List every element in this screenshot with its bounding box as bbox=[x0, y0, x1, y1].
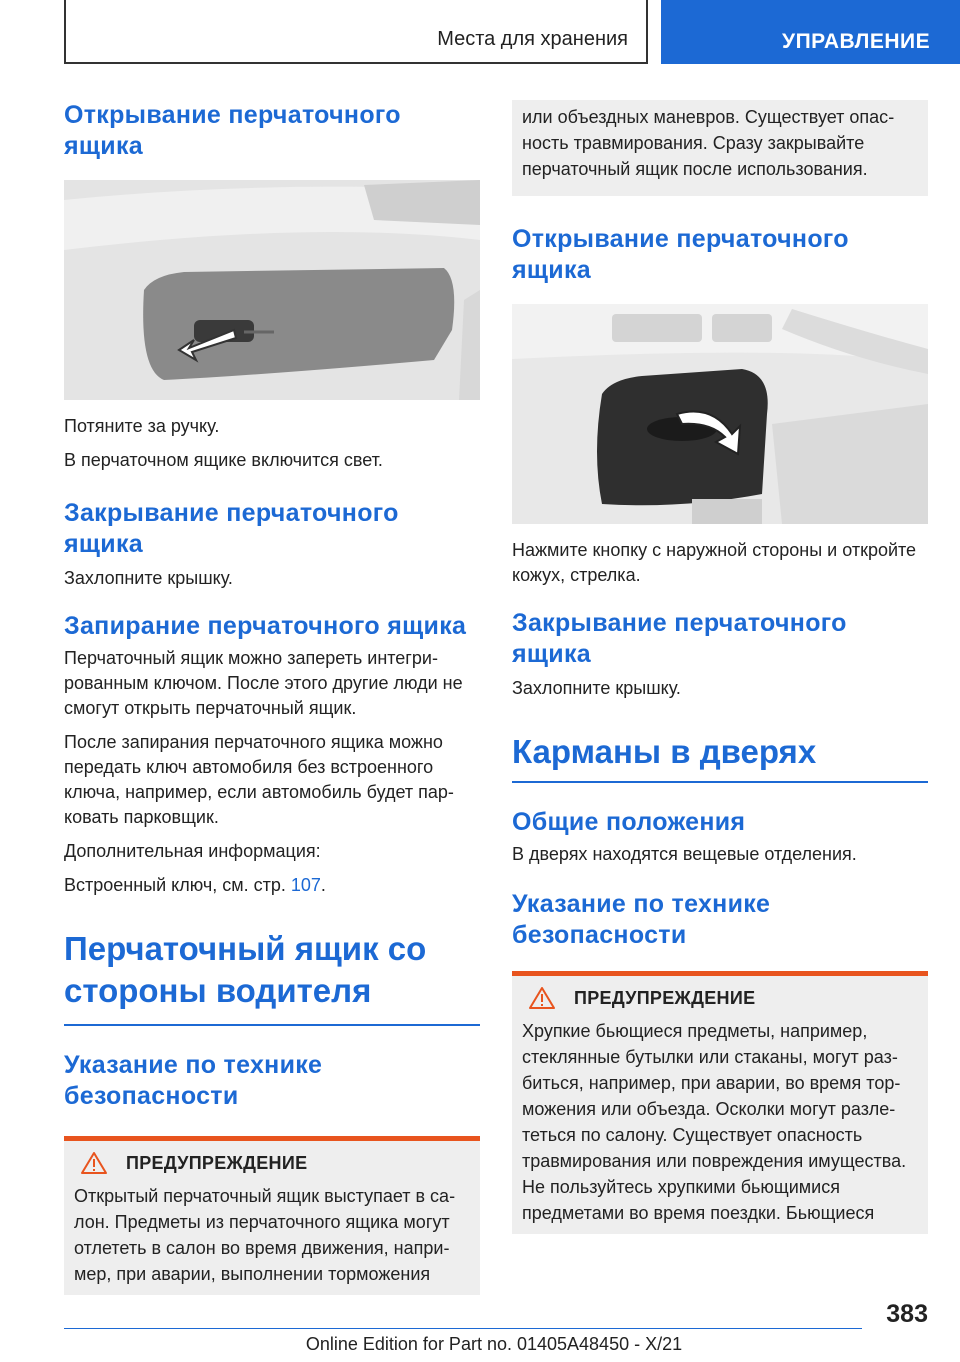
warning-continued-text: или объездных маневров. Существует опасность травмирования. Сразу закрывайте перчаточный ящик после использования. bbox=[522, 107, 895, 179]
header-section-title: Места для хранения bbox=[437, 28, 628, 50]
text-lock-1: Перчаточный ящик можно запереть интегрированным ключом. После этого другие люди не смогут открыть перчаточный ящик. bbox=[64, 648, 463, 718]
warning-content bbox=[64, 1141, 480, 1295]
text-general: В дверях находятся вещевые отделения. bbox=[512, 844, 857, 864]
heading-lock-glovebox: Запирание перчаточного ящика bbox=[64, 612, 467, 640]
footer-edition: Online Edition for Part no. 01405A48450 - X/21 bbox=[305, 1334, 683, 1354]
glovebox-pull-illustration bbox=[64, 180, 480, 400]
warning-content-doors bbox=[512, 976, 928, 1234]
page-link-107[interactable]: 107 bbox=[290, 875, 321, 895]
warning-text: Открытый перчаточный ящик выступает в салон. Предметы из перчаточного ящика могут отлететь в салон во время движения, например, при аварии, выполнении торможения bbox=[74, 1186, 456, 1284]
glovebox-open-photo bbox=[64, 180, 480, 400]
footer-rule bbox=[64, 1328, 862, 1329]
text-pull-handle: Потяните за ручку. bbox=[64, 416, 220, 436]
warning-header-doors bbox=[522, 986, 918, 1010]
section-rule bbox=[64, 1024, 480, 1026]
heading-close-driver-glovebox: Закрывание перчаточного ящика bbox=[512, 609, 847, 668]
warning-triangle-icon bbox=[80, 1151, 108, 1175]
header-frame bbox=[64, 0, 648, 64]
warning-continued bbox=[512, 100, 928, 196]
heading-open-glovebox: Открывание перчаточного ящика bbox=[64, 101, 401, 160]
heading-driver-glovebox: Перчаточный ящик со стороны водителя bbox=[64, 930, 427, 1009]
warning-box-doors bbox=[512, 971, 928, 1234]
warning-text-doors: Хрупкие бьющиеся предметы, например, стеклянные бутылки или стаканы, могут разбиться, например, при аварии, во время торможения или объезда. Осколки могут разлететься по салону. Существует опасность травмирования или повреждения имущества. Не пользуйтесь хрупкими бьющимися предметами во время поездки. Бьющиеся bbox=[522, 1021, 907, 1223]
warning-box bbox=[64, 1136, 480, 1295]
warning-triangle-icon bbox=[528, 986, 556, 1010]
heading-safety-doors: Указание по технике безопасности bbox=[512, 890, 771, 949]
integrated-key-label: Встроенный ключ, см. стр. bbox=[64, 875, 291, 895]
warning-title-doors: ПРЕДУПРЕЖДЕНИЕ bbox=[574, 987, 756, 1008]
page-number: 383 bbox=[886, 1300, 928, 1328]
heading-door-pockets: Карманы в дверях bbox=[512, 733, 817, 770]
header-chapter-tab[interactable]: УПРАВЛЕНИЕ bbox=[661, 0, 960, 64]
section-rule-doors bbox=[512, 781, 928, 783]
right-column bbox=[512, 100, 928, 1234]
text-press-button: Нажмите кнопку с наружной стороны и откройте кожух, стрелка. bbox=[512, 540, 917, 585]
driver-glovebox-photo bbox=[512, 304, 928, 524]
integrated-key-end: . bbox=[320, 875, 326, 895]
left-column bbox=[64, 100, 480, 1295]
warning-header bbox=[74, 1151, 470, 1175]
heading-general: Общие положения bbox=[512, 808, 746, 836]
text-close-driver-lid: Захлопните крышку. bbox=[512, 678, 681, 698]
heading-safety-note: Указание по технике безопасности bbox=[64, 1051, 323, 1110]
heading-close-glovebox: Закрывание перчаточного ящика bbox=[64, 499, 399, 558]
driver-glovebox-illustration bbox=[512, 304, 928, 524]
text-close-lid: Захлопните крышку. bbox=[64, 568, 233, 588]
text-light-on: В перчаточном ящике включится свет. bbox=[64, 450, 383, 470]
text-integrated-key bbox=[64, 873, 480, 898]
text-additional-info: Дополнительная информация: bbox=[64, 841, 321, 861]
heading-open-driver-glovebox: Открывание перчаточного ящика bbox=[512, 225, 849, 284]
warning-title: ПРЕДУПРЕЖДЕНИЕ bbox=[126, 1152, 308, 1173]
text-lock-2: После запирания перчаточного ящика можно передать ключ автомобиля без встроенного ключа, например, если автомобиль будет парковать парковщик. bbox=[64, 732, 454, 827]
